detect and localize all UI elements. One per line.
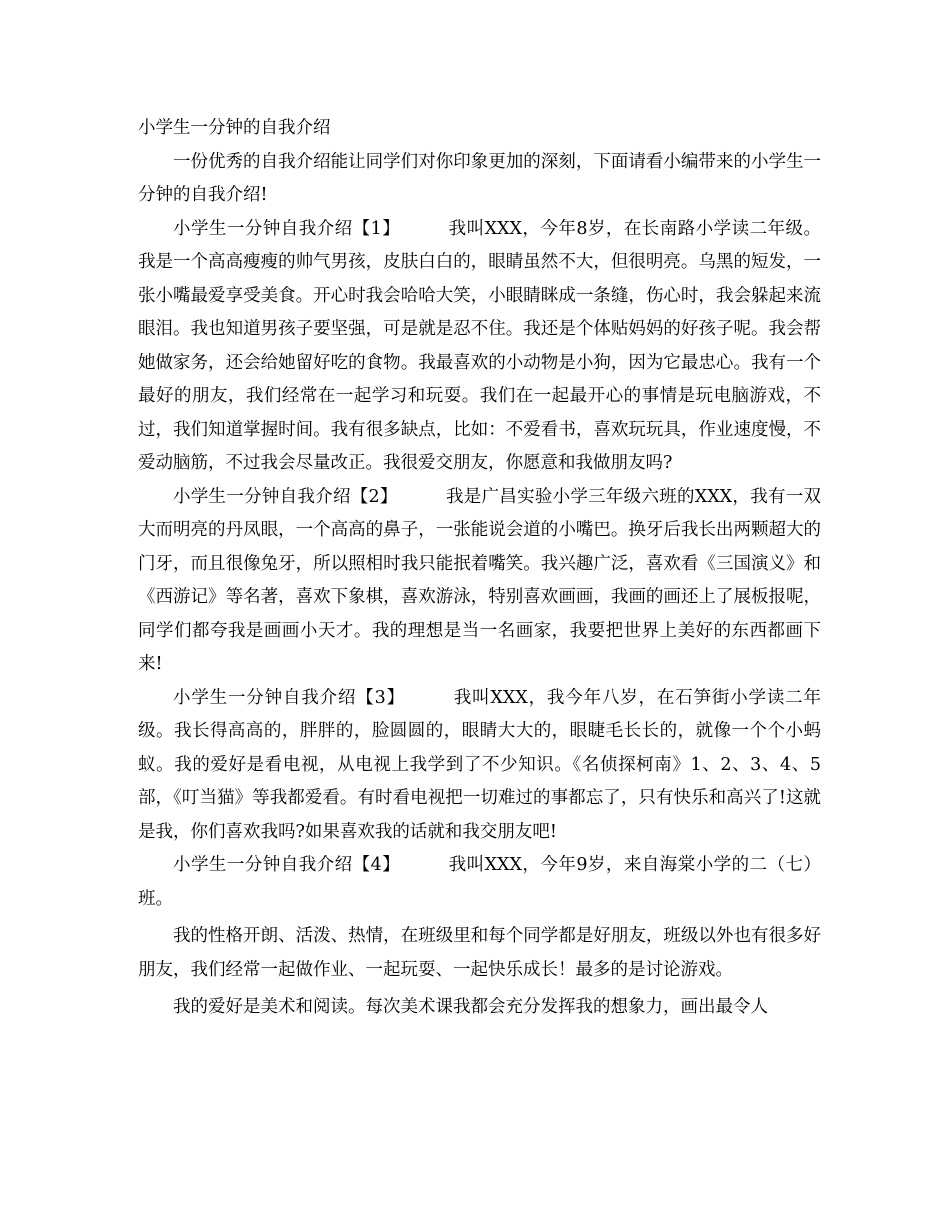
section-3 [138,682,821,850]
document-title: 小学生一分钟的自我介绍 [138,118,331,138]
section-2-body: 我是广昌实验小学三年级六班的XXX，我有一双大而明亮的丹凤眼，一个高高的鼻子，一张能说会道的小嘴巴。换牙后我长出两颗超大的门牙，而且很像兔牙，所以照相时我只能抿着嘴笑。我兴趣广泛，喜欢看《三国演义》和《西游记》等名著，喜欢下象棋，喜欢游泳，特别喜欢画画，我画的画还上了展板报呢，同学们都夸我是画画小天才。我的理想是当一名画家，我要把世界上美好的东西都画下来! [138,486,822,674]
section-1 [138,213,821,481]
extra-paragraph-1: 我的性格开朗、活泼、热情，在班级里和每个同学都是好朋友，班级以外也有很多好朋友，我们经常一起做作业、一起玩耍、一起快乐成长！最多的是讨论游戏。 [138,926,821,980]
section-1-body: 我叫XXX，今年8岁，在长南路小学读二年级。我是一个高高瘦瘦的帅气男孩，皮肤白白的，眼睛虽然不大，但很明亮。乌黑的短发，一张小嘴最爱享受美食。开心时我会哈哈大笑，小眼睛眯成一条缝，伤心时，我会躲起来流眼泪。我也知道男孩子要坚强，可是就是忍不住。我还是个体贴妈妈的好孩子呢。我会帮她做家务，还会给她留好吃的食物。我最喜欢的小动物是小狗，因为它最忠心。我有一个最好的朋友，我们经常在一起学习和玩耍。我们在一起最开心的事情是玩电脑游戏，不过，我们知道掌握时间。我有很多缺点，比如：不爱看书，喜欢玩玩具，作业速度慢，不爱动脑筋，不过我会尽量改正。我很爱交朋友，你愿意和我做朋友吗? [138,218,821,473]
section-3-heading: 小学生一分钟自我介绍【3】 [173,687,405,708]
section-4-body: 我叫XXX，今年9岁，来自海棠小学的二（七）班。 [138,855,821,909]
section-4 [138,849,821,916]
extra-paragraph-2: 我的爱好是美术和阅读。每次美术课我都会充分发挥我的想象力，画出最令人 [173,997,768,1017]
document-content [138,112,821,1025]
section-2-heading: 小学生一分钟自我介绍【2】 [173,486,398,507]
intro-paragraph: 一份优秀的自我介绍能让同学们对你印象更加的深刻，下面请看小编带来的小学生一分钟的自我介绍! [138,151,821,205]
section-1-heading: 小学生一分钟自我介绍【1】 [173,218,401,239]
section-4-heading: 小学生一分钟自我介绍【4】 [173,855,401,875]
section-2 [138,481,821,682]
section-3-body: 我叫XXX，我今年八岁，在石笋街小学读二年级。我长得高高的，胖胖的，脸圆圆的，眼睛大大的，眼睫毛长长的，就像一个个小蚂蚁。我的爱好是看电视，从电视上我学到了不少知识。《名侦探柯南》1、2、3、4、5部，《叮当猫》等我都爱看。有时看电视把一切难过的事都忘了，只有快乐和高兴了!这就是我，你们喜欢我吗?如果喜欢我的话就和我交朋友吧! [138,687,822,842]
